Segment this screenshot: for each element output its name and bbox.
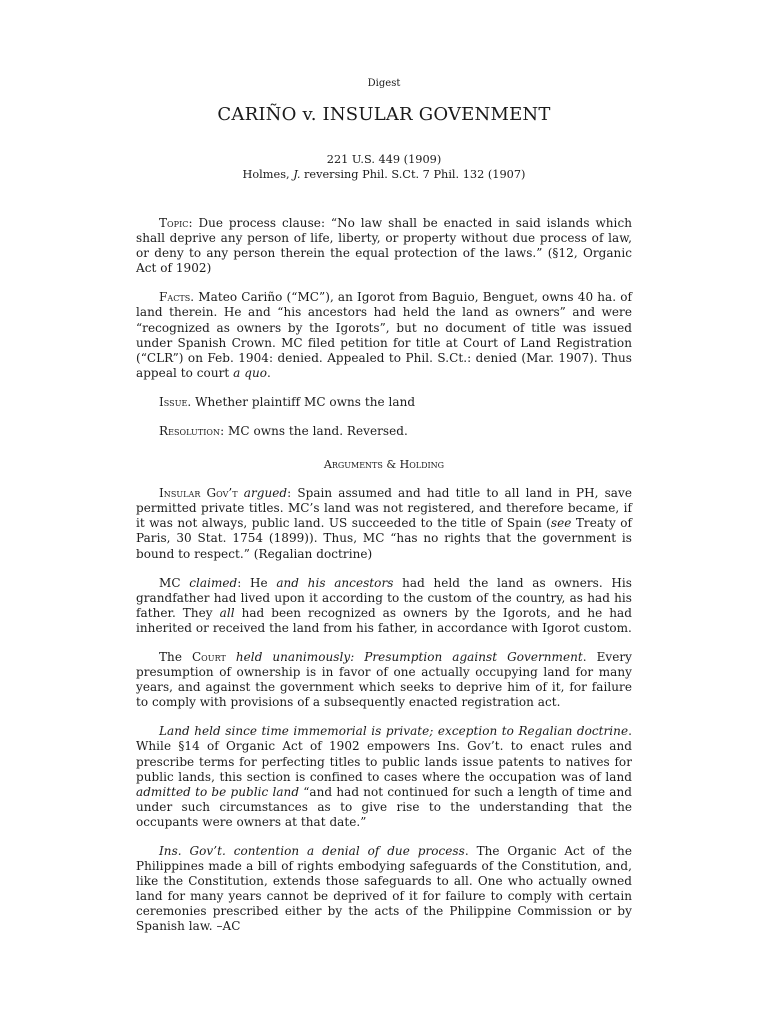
issue-paragraph (136, 395, 632, 410)
facts-text-end: . (267, 365, 271, 380)
due-process-text: . The Organic Act of the Philippines made a bill of rights embodying safeguards of the Constitution, and, like the Constitution, extends those safeguards to all. One who actually owned land for many years cannot be deprived of it for failure to comply with certain ceremonies prescribed either by the acts of the Philippine Commission or by Spanish law. –AC (136, 844, 632, 934)
mc-claimed: claimed (189, 575, 238, 590)
citation-rest: reversing Phil. S.Ct. 7 Phil. 132 (1907) (300, 168, 526, 181)
insular-emphasis: argued (243, 486, 288, 501)
resolution-paragraph (136, 424, 632, 439)
court-label: Court (191, 649, 226, 664)
case-citation (136, 152, 632, 182)
insular-text: : Spain assumed and had title to all land in PH, save permitted private titles. MC’s land was not registered, and therefore became, if it was not always, public land. US succeeded to the title of Spain ( (136, 486, 632, 531)
issue-label: Issue (159, 394, 188, 409)
resolution-label: Resolution (159, 424, 221, 439)
case-title: CARIÑO v. INSULAR GOVENMENT (217, 104, 551, 125)
land-held-text: . While §14 of Organic Act of 1902 empowers Ins. Gov’t. to enact rules and prescribe terms for perfecting titles to public lands issue patents to natives for public lands, this section is confined to cases where the occupation was of land (136, 724, 632, 784)
land-held-text-end: “and had not continued for such a length of time and under such circumstances as to give rise to the understanding that the occupants were owners at that date.” (136, 784, 633, 829)
issue-text: . Whether plaintiff MC owns the land (187, 394, 416, 409)
mc-text-3: had been recognized as owners by the Igorots, and he had inherited or received the land from his father, in accordance with Igorot custom. (136, 605, 632, 635)
citation-reporter: 221 U.S. 449 (1909) (326, 153, 442, 166)
topic-label: Topic (159, 216, 189, 230)
land-held-public: admitted to be public land (136, 784, 300, 799)
citation-judge-line (136, 167, 632, 182)
insular-text-end: Treaty of Paris, 30 Stat. 1754 (1899)). Thus, MC “has no rights that the government is bound to respect.” (Regalian doctrine) (136, 516, 632, 561)
citation-judge: Holmes, (242, 168, 294, 181)
insular-see: see (550, 516, 572, 531)
mc-all: all (219, 605, 235, 620)
mc-label: MC (159, 575, 181, 590)
facts-paragraph (136, 290, 632, 381)
land-held-heading: Land held since time immemorial is private; exception to Regalian doctrine (159, 724, 629, 739)
court-text: . Every presumption of ownership is in favor of one actually occupying land for many years, and against the government which seeks to deprive him of it, for failure to comply with provisions of a subsequently enacted registration act. (136, 649, 632, 710)
mc-claim-paragraph (136, 576, 632, 636)
topic-text: : Due process clause: “No law shall be enacted in said islands which shall deprive any person of life, liberty, or property without due process of law, or deny to any person therein the equal protection of the laws.” (§12, Organic Act of 1902) (136, 216, 632, 276)
insular-label: Insular Gov’t (159, 486, 238, 501)
mc-text-2: had held the land as owners. His grandfather had lived upon it according to the custom of the country, as had his father. They (136, 575, 632, 620)
due-process-heading: Ins. Gov’t. contention a denial of due process (159, 844, 465, 858)
topic-paragraph (136, 216, 632, 276)
land-held-paragraph (136, 724, 632, 830)
insular-paragraph (136, 486, 632, 561)
court-paragraph (136, 650, 632, 710)
resolution-text: : MC owns the land. Reversed. (220, 424, 408, 439)
digest-label: Digest (367, 78, 401, 89)
facts-text: . Mateo Cariño (“MC”), an Igorot from Baguio, Benguet, owns 40 ha. of land therein. He and “his ancestors had held the land as owners” and were “recognized as owners by the Igorots”, but no document of title was issued under Spanish Crown. MC filed petition for title at Court of Land Registration (“CLR”) on Feb. 1904: denied. Appealed to Phil. S.Ct.: denied (Mar. 1907). Thus appeal to court (136, 290, 632, 380)
court-label-pre: The (159, 649, 192, 664)
facts-label: Facts (159, 290, 191, 305)
due-process-paragraph (136, 844, 632, 935)
citation-j: J. (293, 168, 301, 181)
mc-text-1: : He (237, 575, 277, 590)
mc-ancestors: and his ancestors (276, 575, 394, 590)
facts-emphasis: a quo (233, 365, 267, 380)
court-holding: held unanimously: Presumption against Government (235, 649, 583, 664)
section-heading: Arguments & Holding (323, 458, 445, 472)
